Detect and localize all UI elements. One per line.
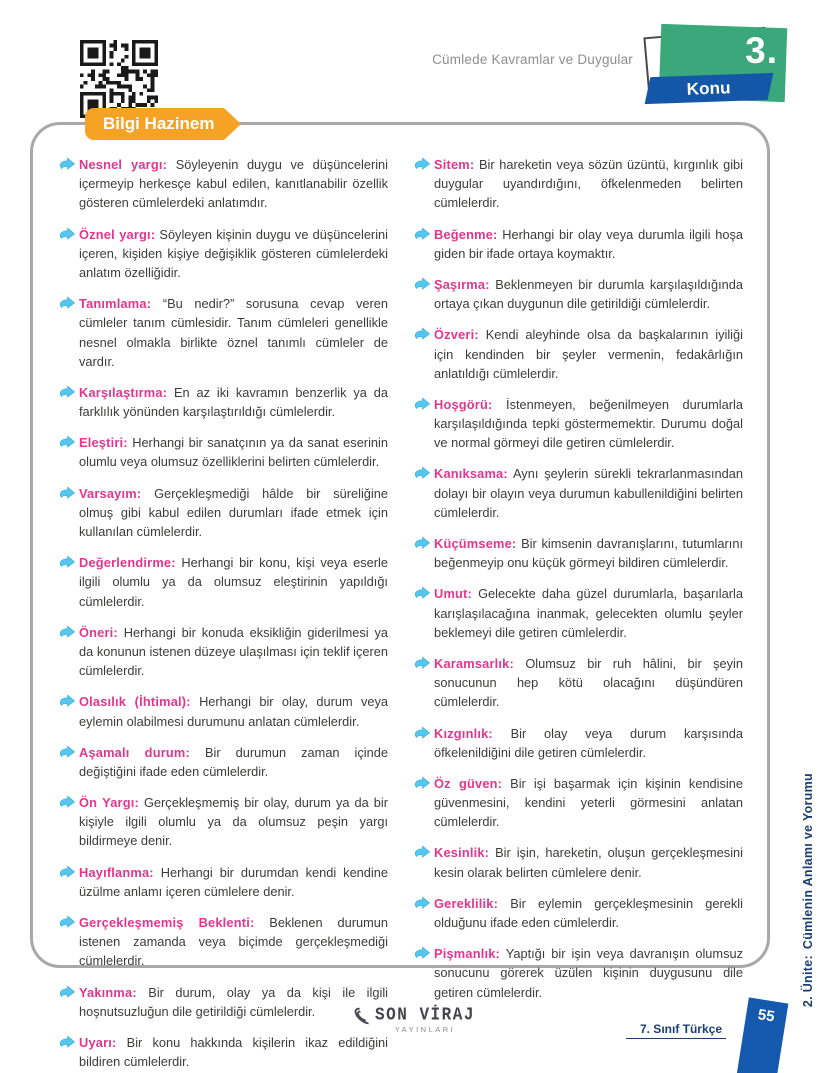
definition-body: Bir olay veya durum karşısında öfkelenildiğini dile getiren cümlelerdir.	[434, 725, 743, 760]
term-label: Eleştiri:	[79, 435, 128, 451]
course-label: 7. Sınıf Türkçe	[626, 1022, 726, 1039]
definition-item	[59, 1033, 388, 1071]
arrow-bullet-icon	[414, 275, 434, 313]
definition-body: Gerçekleşmemiş bir olay, durum ya da bir kişiyle ilgili olumlu ya da olumsuz peşin yargı bildirmeye denir.	[79, 795, 388, 849]
definition-text	[79, 743, 388, 781]
definition-body: Herhangi bir konu, kişi veya eserle ilgili olumlu ya da olumsuz eleştirinin yapıldığı cümlelerdir.	[79, 555, 388, 609]
section-title-badge	[85, 108, 224, 140]
definition-text	[434, 155, 743, 213]
term-label: Hoşgörü:	[434, 396, 493, 412]
definition-body: Bir konu hakkında kişilerin ikaz edildiğini bildiren cümlelerdir.	[79, 1034, 389, 1070]
definition-item	[414, 395, 743, 453]
arrow-bullet-icon	[59, 383, 79, 421]
definition-item	[414, 584, 743, 642]
definition-text	[79, 484, 388, 542]
term-label: Uyarı:	[79, 1034, 117, 1050]
definition-text	[79, 155, 388, 213]
term-label: Öneri:	[79, 624, 118, 640]
definition-item	[59, 433, 388, 471]
definition-text	[434, 894, 743, 932]
term-label: Kanıksama:	[434, 466, 508, 482]
term-label: Şaşırma:	[434, 276, 490, 292]
qr-code	[80, 40, 158, 118]
term-label: Aşamalı durum:	[79, 744, 190, 760]
term-label: Hayıflanma:	[79, 864, 154, 880]
definition-text	[434, 944, 743, 1002]
definition-item	[414, 225, 743, 263]
term-label: Varsayım:	[79, 485, 142, 501]
arrow-bullet-icon	[414, 584, 434, 642]
term-label: Tanımlama:	[79, 296, 152, 312]
term-label: Pişmanlık:	[434, 946, 501, 962]
definition-body: Söyleyenin duygu ve düşüncelerini içermeyip herkesçe kabul edilen, kanıtlanabilir özellik gösteren cümlelerdeki anlatımdır.	[79, 157, 389, 211]
definition-text	[434, 843, 743, 881]
definition-item	[59, 863, 388, 901]
left-column	[59, 155, 388, 1073]
term-label: Karşılaştırma:	[79, 384, 168, 400]
term-label: Değerlendirme:	[79, 555, 176, 571]
definition-body: Yaptığı bir işin veya davranışın olumsuz sonucunu görerek üzülen kişinin duygusunu dile getiren cümlelerdir.	[434, 946, 743, 1000]
definition-body: Bir durumun zaman içinde değiştiğini ifade eden cümlelerdir.	[79, 744, 388, 779]
right-column	[414, 155, 743, 1073]
term-label: Kızgınlık:	[434, 725, 493, 741]
term-label: Karamsarlık:	[434, 655, 514, 671]
definition-item	[414, 724, 743, 762]
definition-item	[414, 944, 743, 1002]
definition-body: Gelecekte daha güzel durumlarla, başarılarla karışlaşılacağına inanmak, gelecekten olumlu şeyler beklemeyi dile getiren cümlelerdir.	[434, 586, 743, 640]
section-title: Bilgi Hazinem	[103, 114, 215, 133]
definition-text	[434, 584, 743, 642]
definition-item	[414, 155, 743, 213]
definition-text	[79, 225, 388, 283]
arrow-bullet-icon	[414, 894, 434, 932]
term-label: Öznel yargı:	[79, 226, 156, 242]
term-label: Gereklilik:	[434, 895, 499, 911]
arrow-bullet-icon	[414, 225, 434, 263]
definition-text	[434, 464, 743, 522]
arrow-bullet-icon	[414, 155, 434, 213]
arrow-bullet-icon	[414, 944, 434, 1002]
definition-item	[59, 623, 388, 681]
definition-body: Bir eylemin gerçekleşmesinin gerekli olduğunu ifade eden cümlelerdir.	[434, 895, 743, 930]
unit-number: 2. Ünite:	[801, 954, 815, 1007]
term-label: Olasılık (İhtimal):	[79, 694, 191, 710]
definition-text	[79, 692, 388, 730]
arrow-bullet-icon	[59, 743, 79, 781]
definition-item	[414, 534, 743, 572]
arrow-bullet-icon	[414, 325, 434, 383]
definition-item	[59, 692, 388, 730]
arrow-bullet-icon	[414, 464, 434, 522]
topic-badge	[646, 26, 794, 108]
unit-vertical-label	[801, 773, 815, 1007]
definition-body: Beklenmeyen bir durumla karşılaşıldığında ortaya çıkan duygunun dile getirildiği cümlelerdir.	[434, 276, 744, 312]
definition-text	[79, 433, 388, 471]
arrow-bullet-icon	[59, 692, 79, 730]
definition-item	[414, 654, 743, 712]
definition-text	[79, 1033, 388, 1071]
definition-text	[79, 793, 388, 851]
definition-item	[59, 294, 388, 371]
arrow-bullet-icon	[59, 433, 79, 471]
term-label: Yakınma:	[79, 984, 137, 1000]
arrow-bullet-icon	[414, 843, 434, 881]
definition-body: Olumsuz bir ruh hâlini, bir şeyin sonucunun hep kötü olacağını düşündüren cümlelerdir.	[434, 655, 743, 710]
publisher-logo	[365, 1006, 485, 1034]
publisher-name: SON VİRAJ	[375, 1004, 475, 1026]
definition-item	[414, 843, 743, 881]
arrow-bullet-icon	[414, 774, 434, 832]
definition-body: Herhangi bir konuda eksikliğin giderilmesi ya da konunun istenen düzeye ulaşılması için teklif içeren cümlelerdir.	[79, 624, 388, 679]
definition-text	[434, 654, 743, 712]
definition-text	[434, 325, 743, 383]
definition-item	[59, 553, 388, 611]
definition-text	[79, 553, 388, 611]
definition-item	[59, 155, 388, 213]
definition-item	[59, 983, 388, 1021]
definition-text	[79, 294, 388, 371]
definition-text	[434, 534, 743, 572]
term-label: Özveri:	[434, 327, 479, 343]
definition-text	[79, 383, 388, 421]
arrow-bullet-icon	[59, 793, 79, 851]
definition-body: Kendi aleyhinde olsa da başkalarının iyiliği için kendinden bir şeyler vermenin, fedakârlığın anlatıldığı cümlelerdir.	[434, 327, 743, 381]
definition-item	[414, 774, 743, 832]
topic-number: 3.	[745, 30, 778, 71]
definition-item	[59, 913, 388, 971]
definition-body: Bir durum, olay ya da kişi ile ilgili hoşnutsuzluğun dile getirildiği cümlelerdir.	[79, 984, 389, 1019]
definition-columns	[33, 125, 767, 1073]
arrow-bullet-icon	[414, 654, 434, 712]
topic-label: Konu	[686, 77, 732, 99]
definition-body: Bir işin, hareketin, oluşun gerçekleşmesini kesin olarak belirten cümlelere denir.	[434, 845, 743, 880]
definition-item	[414, 894, 743, 932]
definition-item	[59, 484, 388, 542]
term-label: Sitem:	[434, 157, 475, 172]
arrow-bullet-icon	[59, 553, 79, 611]
definition-text	[434, 395, 743, 453]
chapter-title: Cümlede Kavramlar ve Duygular	[432, 52, 633, 67]
definition-text	[434, 225, 743, 263]
definition-text	[79, 623, 388, 681]
term-label: Küçümseme:	[434, 536, 517, 551]
term-label: Gerçekleşmemiş Beklenti:	[79, 915, 255, 930]
arrow-bullet-icon	[59, 155, 79, 213]
definition-body: Bir kimsenin davranışlarını, tutumlarını beğenmeyip onu küçük görmeyi bildiren cümlelerdir.	[434, 536, 744, 571]
definition-body: “Bu nedir?” sorusuna cevap veren cümleler tanım cümlesidir. Tanım cümleleri genellikle nesnel olmakla birlikte öznel tanımlı cümleler de vardır.	[79, 296, 388, 369]
arrow-bullet-icon	[414, 724, 434, 762]
definition-text	[434, 724, 743, 762]
definition-body: Herhangi bir olay, durum veya eylemin olabilmesi durumunu anlatan cümlelerdir.	[79, 694, 388, 729]
arrow-bullet-icon	[59, 294, 79, 371]
arrow-bullet-icon	[59, 484, 79, 542]
definition-text	[79, 913, 388, 971]
definition-body: Söyleyen kişinin duygu ve düşüncelerini içeren, kişiden kişiye değişiklik gösteren cümlelerdeki anlatım özelliğidir.	[79, 226, 388, 280]
definition-text	[79, 863, 388, 901]
unit-title: Cümlenin Anlamı ve Yorumu	[801, 772, 815, 949]
arrow-bullet-icon	[59, 913, 79, 971]
definition-body: Herhangi bir durumdan kendi kendine üzülme anlamı içeren cümlelere denir.	[79, 864, 388, 899]
definition-body: Bir hareketin veya sözün üzüntü, kırgınlık gibi duygular uyandırdığını, öfkelenmeden belirten cümlelerdir.	[434, 157, 743, 211]
definition-item	[59, 793, 388, 851]
term-label: Umut:	[434, 586, 472, 602]
definition-body: Herhangi bir olay veya durumla ilgili hoşa giden bir ifade ortaya koymaktır.	[434, 226, 743, 261]
page-number: 55	[756, 1006, 776, 1026]
definition-item	[59, 743, 388, 781]
definition-text	[79, 983, 388, 1021]
definition-text	[434, 275, 743, 313]
arrow-bullet-icon	[59, 983, 79, 1021]
arrow-bullet-icon	[59, 1033, 79, 1071]
term-label: Beğenme:	[434, 226, 498, 242]
arrow-bullet-icon	[59, 863, 79, 901]
definition-body: Gerçekleşmediği hâlde bir süreliğine olmuş gibi kabul edilen durumları ifade etmek için kullanılan cümlelerdir.	[79, 485, 388, 539]
topic-banner	[645, 73, 774, 104]
definition-item	[59, 383, 388, 421]
definition-body: En az iki kavramın benzerlik ya da farklılık yönünden karşılaştırıldığı cümlelerdir.	[79, 384, 388, 420]
definition-body: Herhangi bir sanatçının ya da sanat eserinin olumlu veya olumsuz özelliklerini belirten cümlelerdir.	[79, 435, 388, 470]
publisher-subtitle: YAYINLARI	[394, 1025, 456, 1034]
term-label: Ön Yargı:	[79, 795, 139, 811]
arrow-bullet-icon	[414, 395, 434, 453]
term-label: Öz güven:	[434, 775, 503, 791]
definition-item	[59, 225, 388, 283]
definition-body: Aynı şeylerin sürekli tekrarlanmasından dolayı bir olayın veya durumun kabullenildiğini belirten cümlelerdir.	[434, 466, 743, 520]
term-label: Kesinlik:	[434, 845, 490, 861]
definition-item	[414, 325, 743, 383]
definition-item	[414, 275, 743, 313]
definition-body: İstenmeyen, beğenilmeyen durumlarla karşılaşıldığında tepki göstermemektir. Durumu doğal ve normal görmeyi dile getiren cümlelerdir.	[434, 396, 743, 451]
term-label: Nesnel yargı:	[79, 157, 168, 172]
definition-text	[434, 774, 743, 832]
definition-body: Bir işi başarmak için kişinin kendisine güvenmesini, kendini yeterli görmesini anlatan cümlelerdir.	[434, 775, 743, 830]
definition-item	[414, 464, 743, 522]
arrow-bullet-icon	[414, 534, 434, 572]
arrow-bullet-icon	[59, 225, 79, 283]
arrow-bullet-icon	[59, 623, 79, 681]
definition-body: Beklenen durumun istenen zamanda veya biçimde gerçekleşmediği cümlelerdir.	[79, 915, 388, 969]
